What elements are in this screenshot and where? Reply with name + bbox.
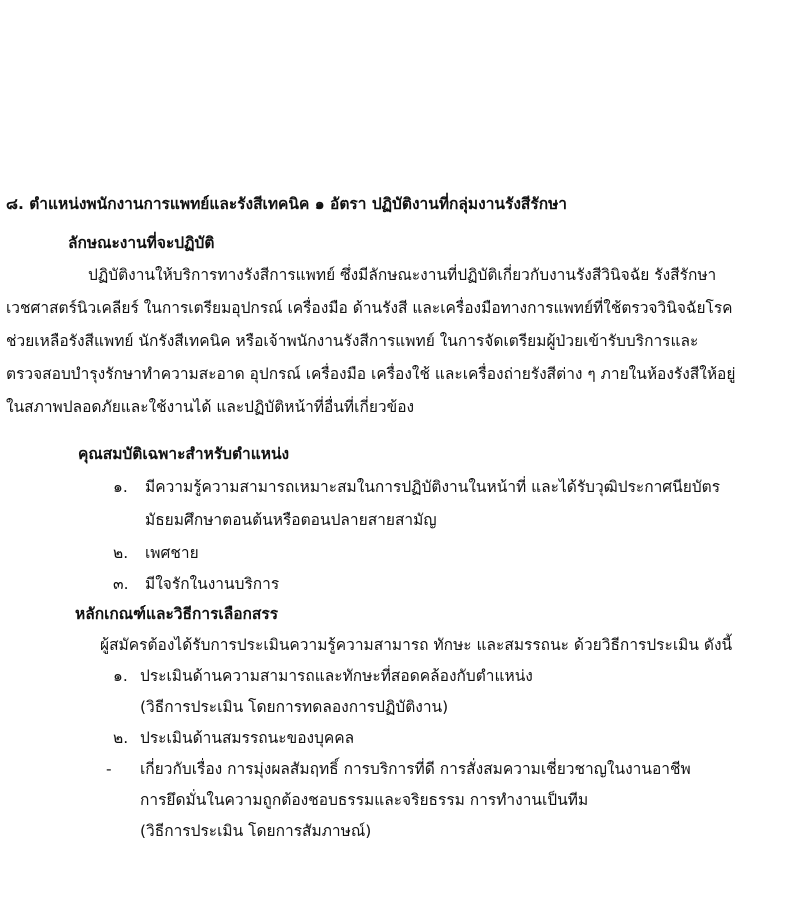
- list-number: ๑.: [113, 667, 128, 685]
- selection-intro: ผู้สมัครต้องได้รับการประเมินความรู้ความสามารถ ทักษะ และสมรรถนะ ด้วยวิธีการประเมิน ดังนี้: [100, 636, 733, 654]
- bullet-text: เกี่ยวกับเรื่อง การมุ่งผลสัมฤทธิ์ การบริการที่ดี การสั่งสมความเชี่ยวชาญในงานอาชีพ: [140, 760, 691, 778]
- paragraph-line: ช่วยเหลือรังสีแพทย์ นักรังสีเทคนิค หรือเจ้าพนักงานรังสีการแพทย์ ในการจัดเตรียมผู้ป่วยเข้ารับบริการและ: [6, 332, 699, 350]
- paragraph-line: ปฏิบัติงานให้บริการทางรังสีการแพทย์ ซึ่งมีลักษณะงานที่ปฏิบัติเกี่ยวกับงานรังสีวินิจฉัย รังสีรักษา: [88, 266, 717, 284]
- section-heading: ๘. ตำแหน่งพนักงานการแพทย์และรังสีเทคนิค ๑ อัตรา ปฏิบัติงานที่กลุ่มงานรังสีรักษา: [6, 195, 568, 213]
- paragraph-line: ตรวจสอบบำรุงรักษาทำความสะอาด อุปกรณ์ เครื่องมือ เครื่องใช้ และเครื่องถ่ายรังสีต่าง ๆ ภายในห้องรังสีให้อยู่: [6, 365, 736, 383]
- list-item-text: เพศชาย: [145, 544, 199, 562]
- list-number: ๒.: [113, 544, 129, 562]
- selection-title: หลักเกณฑ์และวิธีการเลือกสรร: [75, 605, 279, 623]
- list-item-text: ประเมินด้านสมรรถนะของบุคคล: [140, 729, 355, 747]
- list-number: ๓.: [113, 575, 129, 593]
- paragraph-line: ในสภาพปลอดภัยและใช้งานได้ และปฏิบัติหน้าที่อื่นที่เกี่ยวข้อง: [6, 398, 415, 416]
- bullet-text: การยึดมั่นในความถูกต้องชอบธรรมและจริยธรรม การทำงานเป็นทีม: [140, 791, 589, 809]
- list-item-text: มัธยมศึกษาตอนต้นหรือตอนปลายสายสามัญ: [145, 511, 437, 529]
- list-item-text: มีความรู้ความสามารถเหมาะสมในการปฏิบัติงานในหน้าที่ และได้รับวุฒิประกาศนียบัตร: [145, 478, 721, 496]
- paragraph-line: เวชศาสตร์นิวเคลียร์ ในการเตรียมอุปกรณ์ เครื่องมือ ด้านรังสี และเครื่องมือทางการแพทย์ที่ใช้ตรวจวินิจฉัยโรค: [6, 299, 733, 317]
- evaluation-method: (วิธีการประเมิน โดยการทดลองการปฏิบัติงาน): [140, 698, 449, 716]
- qualifications-title: คุณสมบัติเฉพาะสำหรับตำแหน่ง: [78, 445, 290, 463]
- list-number: ๒.: [113, 729, 129, 747]
- list-item-text: ประเมินด้านความสามารถและทักษะที่สอดคล้องกับตำแหน่ง: [140, 667, 533, 685]
- bullet-mark: -: [106, 760, 112, 778]
- job-nature-title: ลักษณะงานที่จะปฏิบัติ: [68, 234, 215, 252]
- list-item-text: มีใจรักในงานบริการ: [145, 575, 280, 593]
- list-number: ๑.: [113, 478, 128, 496]
- evaluation-method: (วิธีการประเมิน โดยการสัมภาษณ์): [140, 822, 372, 840]
